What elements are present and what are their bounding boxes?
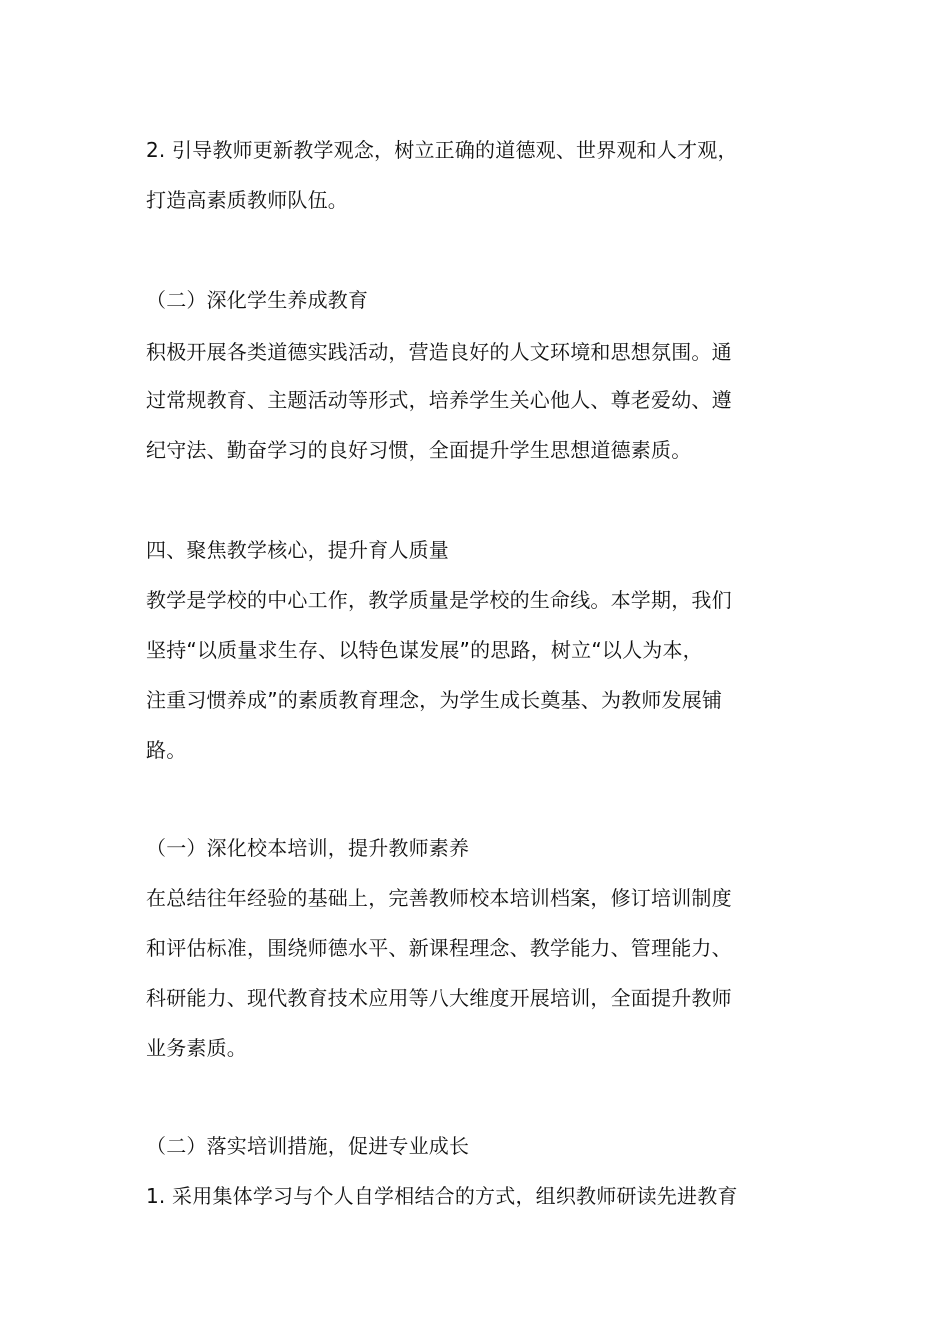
paragraph-line: 打造高素质教师队伍。 bbox=[146, 188, 348, 212]
paragraph-line: 科研能力、现代教育技术应用等八大维度开展培训，全面提升教师 bbox=[146, 986, 732, 1010]
section-heading: （二）落实培训措施，促进专业成长 bbox=[146, 1134, 470, 1158]
paragraph-line: 业务素质。 bbox=[146, 1036, 247, 1060]
paragraph-line: 路。 bbox=[146, 738, 187, 762]
paragraph-line: 在总结往年经验的基础上，完善教师校本培训档案，修订培训制度 bbox=[146, 886, 732, 910]
paragraph-line: 2. 引导教师更新教学观念，树立正确的道德观、世界观和人才观， bbox=[146, 138, 738, 162]
paragraph-line: 过常规教育、主题活动等形式，培养学生关心他人、尊老爱幼、遵 bbox=[146, 388, 732, 412]
paragraph-line: 坚持“以质量求生存、以特色谋发展”的思路，树立“以人为本， bbox=[146, 638, 703, 662]
section-heading: （二）深化学生养成教育 bbox=[146, 288, 369, 312]
paragraph-line: 教学是学校的中心工作，教学质量是学校的生命线。本学期，我们 bbox=[146, 588, 732, 612]
paragraph-line: 注重习惯养成”的素质教育理念，为学生成长奠基、为教师发展铺 bbox=[146, 688, 723, 712]
section-heading: （一）深化校本培训，提升教师素养 bbox=[146, 836, 470, 860]
paragraph-line: 积极开展各类道德实践活动，营造良好的人文环境和思想氛围。通 bbox=[146, 340, 732, 364]
paragraph-line: 和评估标准，围绕师德水平、新课程理念、教学能力、管理能力、 bbox=[146, 936, 732, 960]
section-heading: 四、聚焦教学核心，提升育人质量 bbox=[146, 538, 449, 562]
paragraph-line: 1. 采用集体学习与个人自学相结合的方式，组织教师研读先进教育 bbox=[146, 1184, 738, 1208]
paragraph-line: 纪守法、勤奋学习的良好习惯，全面提升学生思想道德素质。 bbox=[146, 438, 692, 462]
